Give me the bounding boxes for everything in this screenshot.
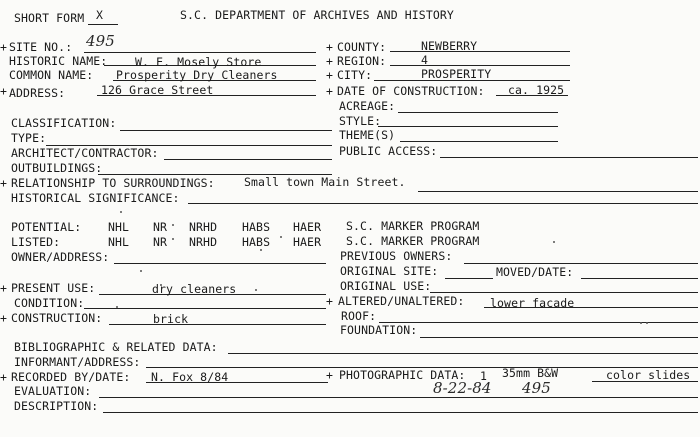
listed-nr: NR xyxy=(153,235,168,249)
short-form-label: SHORT FORM xyxy=(14,11,85,25)
plus-mark: + xyxy=(326,368,334,382)
bibliographic-label: BIBLIOGRAPHIC & RELATED DATA: xyxy=(14,340,218,354)
paper-speck xyxy=(116,306,118,308)
present-use-label: PRESENT USE: xyxy=(11,281,96,295)
site-no-label: SITE NO.: xyxy=(9,40,73,54)
field-underline xyxy=(114,263,326,264)
roof-label: ROOF: xyxy=(341,309,377,323)
field-underline xyxy=(88,24,118,25)
original-site-label: ORIGINAL SITE: xyxy=(340,264,439,278)
field-underline xyxy=(99,397,698,398)
field-underline xyxy=(378,126,558,127)
field-underline xyxy=(84,52,316,53)
potential-marker: S.C. MARKER PROGRAM xyxy=(346,219,480,233)
evaluation-label: EVALUATION: xyxy=(14,384,92,398)
field-underline xyxy=(188,203,698,204)
style-label: STYLE: xyxy=(339,114,382,128)
county-label: COUNTY: xyxy=(337,40,387,54)
potential-habs: HABS xyxy=(242,220,271,234)
relationship-label: RELATIONSHIP TO SURROUNDINGS: xyxy=(11,176,215,190)
plus-mark: + xyxy=(326,84,334,98)
acreage-label: ACREAGE: xyxy=(339,99,396,113)
field-underline xyxy=(84,308,326,309)
city-value: PROSPERITY xyxy=(421,67,492,81)
field-underline xyxy=(464,263,698,264)
plus-mark: + xyxy=(326,40,334,54)
original-use-label: ORIGINAL USE: xyxy=(340,279,432,293)
listed-marker: S.C. MARKER PROGRAM xyxy=(346,234,480,248)
historic-name-label: HISTORIC NAME: xyxy=(9,54,108,68)
foundation-label: FOUNDATION: xyxy=(340,323,418,337)
paper-speck xyxy=(260,249,262,251)
field-underline xyxy=(120,130,332,131)
outbuildings-label: OUTBUILDINGS: xyxy=(11,161,103,175)
field-underline xyxy=(418,191,698,192)
photo-film: 35mm B&W xyxy=(502,366,559,380)
field-underline xyxy=(390,65,570,66)
paper-speck xyxy=(646,322,648,324)
field-underline xyxy=(440,157,698,158)
paper-speck xyxy=(553,241,555,243)
architect-label: ARCHITECT/CONTRACTOR: xyxy=(11,146,159,160)
potential-nr: NR xyxy=(153,220,168,234)
short-form-value: X xyxy=(96,8,104,22)
form-title: S.C. DEPARTMENT OF ARCHIVES AND HISTORY xyxy=(180,8,454,22)
listed-label: LISTED: xyxy=(11,235,61,249)
plus-mark: + xyxy=(326,294,334,308)
listed-nrhd: NRHD xyxy=(189,235,218,249)
paper-speck xyxy=(172,238,174,240)
plus-mark: + xyxy=(0,84,8,98)
construction-label: CONSTRUCTION: xyxy=(11,311,103,325)
classification-label: CLASSIFICATION: xyxy=(11,116,117,130)
plus-mark: + xyxy=(0,370,8,384)
informant-label: INFORMANT/ADDRESS: xyxy=(14,355,141,369)
historical-significance-label: HISTORICAL SIGNIFICANCE: xyxy=(11,191,180,205)
region-label: REGION: xyxy=(337,54,387,68)
paper-speck xyxy=(172,224,174,226)
plus-mark: + xyxy=(0,311,8,325)
owner-label: OWNER/ADDRESS: xyxy=(11,250,110,264)
paper-speck xyxy=(120,211,122,213)
description-label: DESCRIPTION: xyxy=(14,399,99,413)
recorded-by-value: N. Fox 8/84 xyxy=(151,370,229,384)
previous-owners-label: PREVIOUS OWNERS: xyxy=(340,249,453,263)
address-label: ADDRESS: xyxy=(9,86,66,100)
listed-haer: HAER xyxy=(293,235,322,249)
field-underline xyxy=(164,159,332,160)
common-name-label: COMMON NAME: xyxy=(9,68,94,82)
construction-value: brick xyxy=(153,312,189,326)
county-value: NEWBERRY xyxy=(421,39,478,53)
listed-habs: HABS xyxy=(242,235,271,249)
altered-label: ALTERED/UNALTERED: xyxy=(338,294,465,308)
photo-count: 1 xyxy=(480,369,488,383)
theme-label: THEME(S) xyxy=(339,128,396,142)
field-underline xyxy=(103,412,698,413)
moved-date-label: MOVED/DATE: xyxy=(496,265,574,279)
field-underline xyxy=(398,112,558,113)
public-access-label: PUBLIC ACCESS: xyxy=(339,144,438,158)
plus-mark: + xyxy=(0,40,8,54)
field-underline xyxy=(379,322,698,323)
photo-date-handwritten: 8-22-84 xyxy=(433,379,492,397)
potential-nrhd: NRHD xyxy=(189,220,218,234)
common-name-value: Prosperity Dry Cleaners xyxy=(116,68,278,82)
date-of-construction-value: ca. 1925 xyxy=(508,83,565,97)
city-label: CITY: xyxy=(337,68,373,82)
plus-mark: + xyxy=(326,68,334,82)
potential-nhl: NHL xyxy=(108,220,130,234)
recorded-by-label: RECORDED BY/DATE: xyxy=(11,370,131,384)
site-no-value: 495 xyxy=(86,32,115,50)
plus-mark: + xyxy=(326,54,334,68)
field-underline xyxy=(390,51,570,52)
listed-nhl: NHL xyxy=(108,235,130,249)
type-label: TYPE: xyxy=(11,131,47,145)
field-underline xyxy=(430,292,698,293)
photo-site-handwritten: 495 xyxy=(522,379,551,397)
potential-haer: HAER xyxy=(293,220,322,234)
paper-speck xyxy=(140,270,142,272)
photographic-label: PHOTOGRAPHIC DATA: xyxy=(339,368,466,382)
paper-speck xyxy=(255,289,257,291)
field-underline xyxy=(400,141,558,142)
address-value: 126 Grace Street xyxy=(101,83,214,97)
altered-value: lower facade xyxy=(490,296,575,310)
field-underline xyxy=(109,324,326,325)
region-value: 4 xyxy=(421,53,429,67)
condition-label: CONDITION: xyxy=(14,296,85,310)
field-underline xyxy=(420,337,698,338)
plus-mark: + xyxy=(0,176,8,190)
paper-speck xyxy=(640,322,642,324)
field-underline xyxy=(581,278,698,279)
paper-speck xyxy=(280,236,282,238)
field-underline xyxy=(445,278,493,279)
historic-name-value: W. E. Mosely Store xyxy=(135,55,262,69)
photo-color-slides: color slides xyxy=(606,368,691,382)
relationship-value: Small town Main Street. xyxy=(244,175,406,189)
field-underline xyxy=(228,353,698,354)
plus-mark: + xyxy=(0,281,8,295)
potential-label: POTENTIAL: xyxy=(11,220,82,234)
date-of-construction-label: DATE OF CONSTRUCTION: xyxy=(337,84,485,98)
present-use-value: dry cleaners xyxy=(152,282,237,296)
